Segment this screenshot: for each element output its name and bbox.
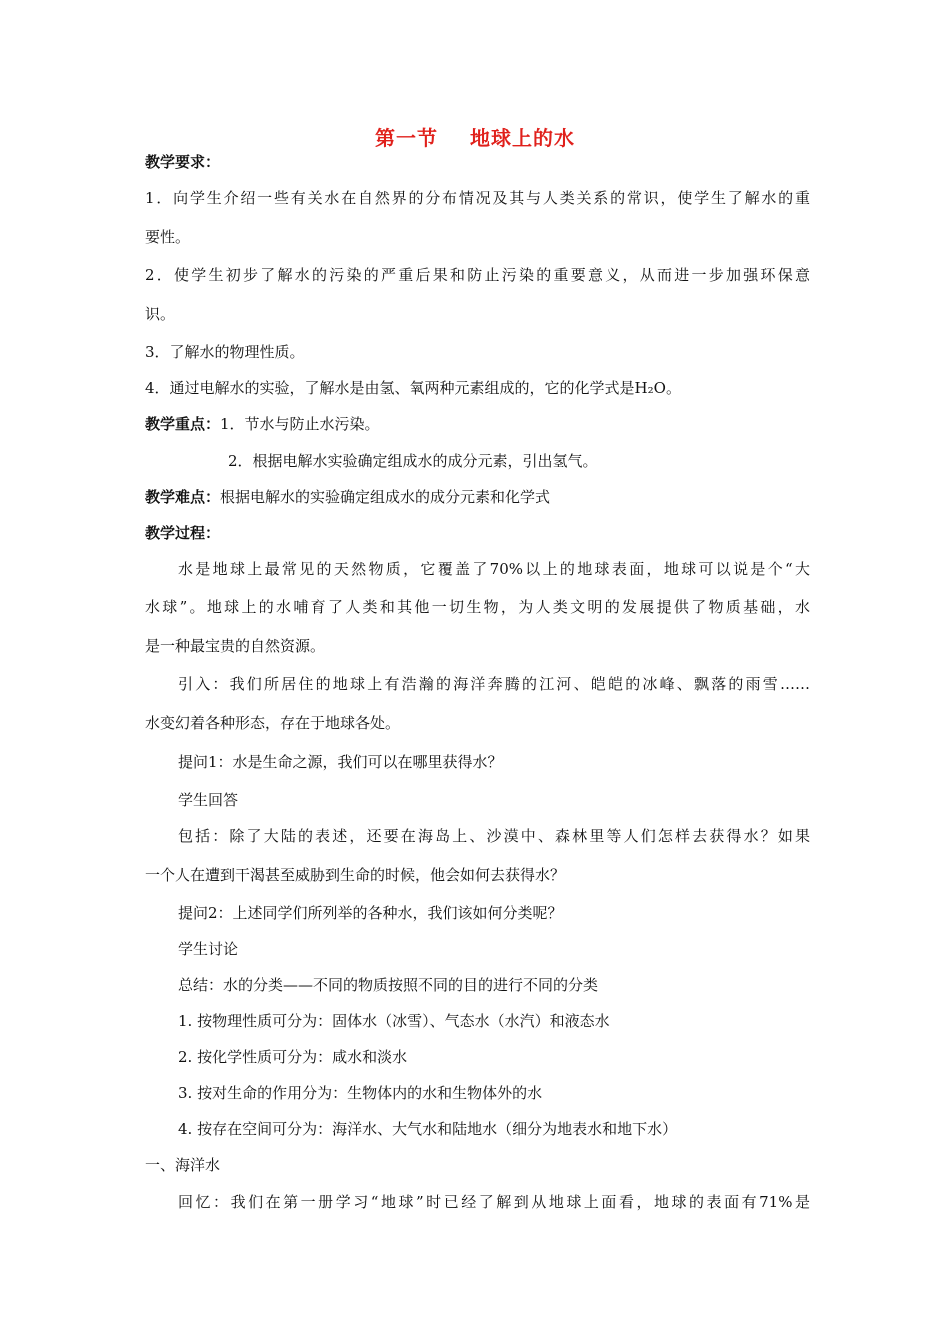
classification-4: 4. 按存在空间可分为：海洋水、大气水和陆地水（细分为地表水和地下水） xyxy=(178,1120,678,1138)
paragraph-1-line-2: 水球”。地球上的水哺育了人类和其他一切生物，为人类文明的发展提供了物质基础，水 xyxy=(145,598,810,616)
paragraph-1-line-1: 水是地球上最常见的天然物质，它覆盖了70%以上的地球表面，地球可以说是个“大 xyxy=(178,560,810,578)
paragraph-3-line-1: 包括：除了大陆的表述，还要在海岛上、沙漠中、森林里等人们怎样去获得水？如果 xyxy=(178,827,810,845)
question-2: 提问2：上述同学们所列举的各种水，我们该如何分类呢？ xyxy=(178,904,563,922)
paragraph-2-line-1: 引入：我们所居住的地球上有浩瀚的海洋奔腾的江河、皑皑的冰峰、飘落的雨雪…… xyxy=(178,675,810,693)
requirement-2-line-2: 识。 xyxy=(145,305,176,323)
difficulty-row xyxy=(145,487,810,507)
requirement-4: 4．通过电解水的实验，了解水是由氢、氧两种元素组成的，它的化学式是H₂O。 xyxy=(145,379,681,397)
requirement-3: 3．了解水的物理性质。 xyxy=(145,343,305,361)
key-points-heading: 教学重点： xyxy=(145,415,221,433)
student-answer: 学生回答 xyxy=(178,791,239,809)
requirement-1-line-1: 1．向学生介绍一些有关水在自然界的分布情况及其与人类关系的常识，使学生了解水的重 xyxy=(145,189,810,207)
title-section-number: 第一节 xyxy=(375,126,438,150)
page-title xyxy=(0,122,950,151)
difficulty-heading: 教学难点： xyxy=(145,488,221,506)
title-section-name: 地球上的水 xyxy=(470,126,575,150)
question-1: 提问1：水是生命之源，我们可以在哪里获得水？ xyxy=(178,753,503,771)
paragraph-2-line-2: 水变幻着各种形态，存在于地球各处。 xyxy=(145,714,401,732)
classification-2: 2. 按化学性质可分为：咸水和淡水 xyxy=(178,1048,408,1066)
student-discussion: 学生讨论 xyxy=(178,940,239,958)
paragraph-3-line-2: 一个人在遭到干渴甚至威胁到生命的时候，他会如何去获得水？ xyxy=(145,866,566,884)
difficulty-text: 根据电解水的实验确定组成水的成分元素和化学式 xyxy=(220,488,551,506)
classification-3: 3. 按对生命的作用分为：生物体内的水和生物体外的水 xyxy=(178,1084,543,1102)
classification-1: 1. 按物理性质可分为：固体水（冰雪）、气态水（水汽）和液态水 xyxy=(178,1012,610,1030)
paragraph-1-line-3: 是一种最宝贵的自然资源。 xyxy=(145,637,326,655)
key-point-2: 2．根据电解水实验确定组成水的成分元素，引出氢气。 xyxy=(228,452,598,470)
key-point-1: 1．节水与防止水污染。 xyxy=(220,415,380,433)
section-ocean-water: 一、海洋水 xyxy=(145,1156,221,1174)
requirement-1-line-2: 要性。 xyxy=(145,228,191,246)
requirements-heading: 教学要求： xyxy=(145,153,221,171)
summary: 总结：水的分类——不同的物质按照不同的目的进行不同的分类 xyxy=(178,976,599,994)
process-heading: 教学过程： xyxy=(145,524,221,542)
recall-paragraph: 回忆：我们在第一册学习“地球”时已经了解到从地球上面看，地球的表面有71%是 xyxy=(178,1193,810,1211)
key-points-row xyxy=(145,414,810,434)
requirement-2-line-1: 2．使学生初步了解水的污染的严重后果和防止污染的重要意义，从而进一步加强环保意 xyxy=(145,266,810,284)
